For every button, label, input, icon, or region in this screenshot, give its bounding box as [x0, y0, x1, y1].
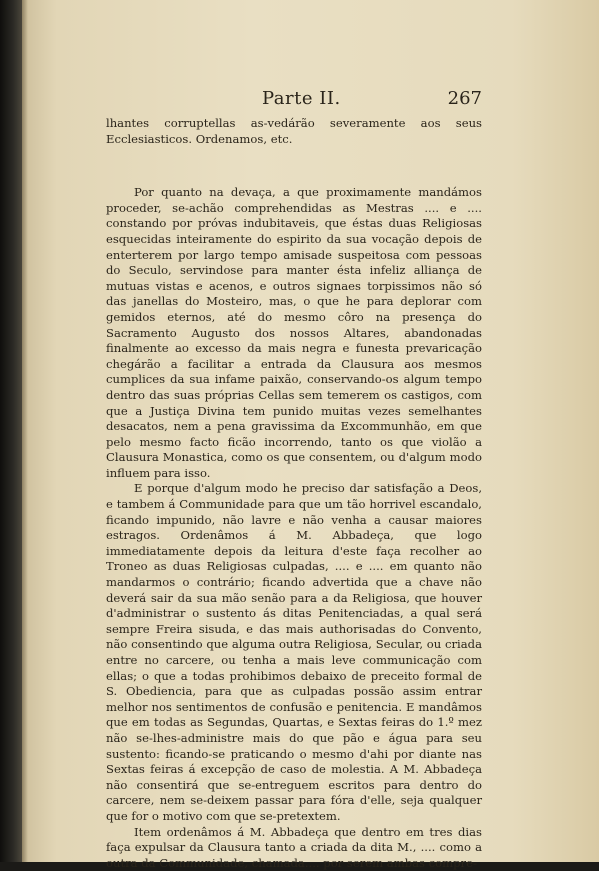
paragraph-devaca: Por quanto na devaça, a que proximamente mandámos proceder, se-achão comprehendidas as Mestras .... e .... constando por próvas indubitaveis, que éstas duas Religiosas esquecidas inteiramente do espirito da sua vocação depois de enterterem por largo tempo amisade suspeitosa com pessoas do Seculo, servindose para manter ésta infeliz alliança de mutuas vistas e acenos, e outros signaes torpissimos não só das janellas do Mosteiro, mas, o que he para deplorar com gemidos eternos, até do mesmo côro na presença do Sacramento Augusto dos nossos Altares, abandonadas finalmente ao excesso da mais negra e funesta prevaricação chegárão a facilitar a entrada da Clausura aos mesmos cumplices da sua infame paixão, conservando-os algum tempo dentro das suas próprias Cellas sem temerem os castigos, com que a Justiça Divina tem punido muitas vezes semelhantes desacatos, nem a pena gravissima da Excommunhão, em que pelo mesmo facto ficão incorrendo, tanto os que violão a Clausura Monastica, como os que consentem, ou d'algum modo influem para isso. — [106, 185, 482, 480]
book-page — [22, 0, 599, 870]
paragraph-continuation: lhantes corruptellas as-vedárão severamente aos seus Ecclesiasticos. Ordenamos, etc. — [106, 116, 482, 146]
paragraph-item: Item ordenâmos á M. Abbadeça que dentro em tres dias faça expulsar da Clausura tanto a criada da dita M., .... como a outra da Communidade, chamada.... por serem ambas compre- — [106, 824, 482, 870]
text-block — [106, 88, 482, 871]
running-head: Parte II. — [262, 88, 341, 109]
paragraph-satisfacao: E porque d'algum modo he preciso dar satisfação a Deos, e tambem á Communidade para que um tão horrivel escandalo, ficando impunido, não lavre e não venha a causar maiores estragos. Ordenâmos á M. Abbadeça, que logo immediatamente depois da leitura d'este faça recolher ao Troneo as duas Religiosas culpadas, .... e .... em quanto não mandarmos o contrário; ficando advertida que a chave não deverá sair da sua mão senão para a da Religiosa, que houver d'administrar o sustento ás ditas Penitenciadas, a qual será sempre Freira sisuda, e das mais authorisadas do Convento, não consentindo que alguma outra Religiosa, Secular, ou criada entre no carcere, ou tenha a mais leve communicação com ellas; o que a todas prohibimos debaixo de preceito formal de S. Obediencia, para que as culpadas possão assim entrar melhor nos sentimentos de confusão e penitencia. E mandâmos que em todas as Segundas, Quartas, e Sextas feiras do 1.º mez não se-lhes-administre mais do que pão e água para seu sustento: ficando-se praticando o mesmo d'ahi por diante nas Sextas feiras á excepção de caso de molestia. A M. Abbadeça não consentirá que se-entreguem escritos para dentro do carcere, nem se-deixem passar para fóra d'elle, seja qualquer que for o motivo com que se-pretextem. — [106, 481, 482, 823]
page-header — [106, 88, 482, 116]
page-number: 267 — [447, 88, 482, 109]
book-spine — [0, 0, 22, 862]
